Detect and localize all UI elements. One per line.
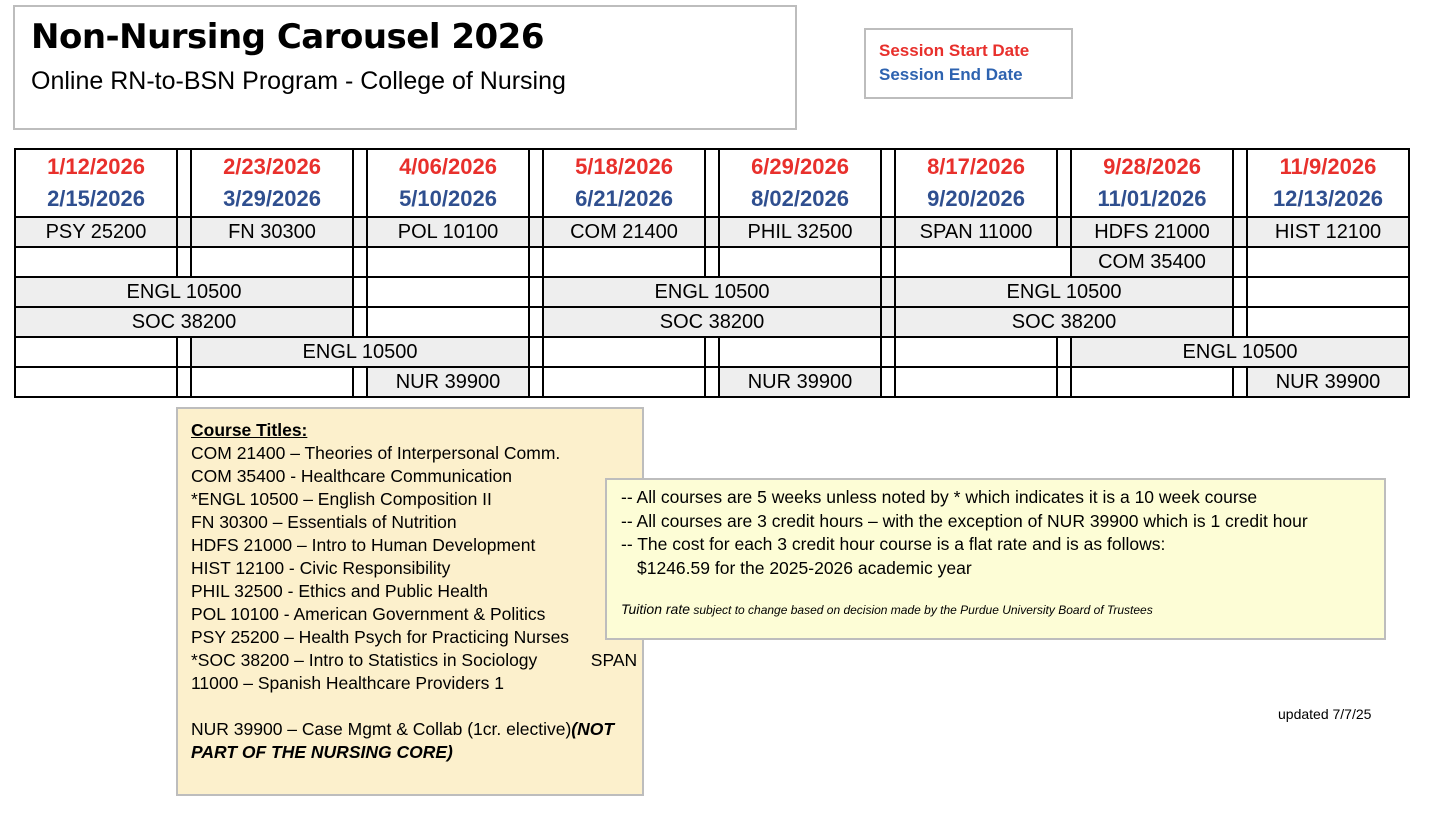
spacer-cell — [354, 150, 368, 218]
spacer-cell — [178, 150, 192, 218]
empty-cell — [1248, 278, 1410, 308]
session-start-date: 2/23/2026 — [223, 154, 321, 179]
title-box — [13, 5, 797, 130]
spacer-cell — [178, 248, 192, 278]
spacer-cell — [882, 308, 896, 338]
course-titles-heading: Course Titles: — [191, 420, 308, 440]
spacer-cell — [706, 368, 720, 398]
session-end-date: 6/21/2026 — [575, 186, 673, 211]
course-cell: COM 21400 — [544, 218, 706, 248]
session-start-date: 9/28/2026 — [1103, 154, 1201, 179]
empty-cell — [720, 248, 882, 278]
empty-cell — [1072, 368, 1234, 398]
note-line: -- All courses are 3 credit hours – with the exception of NUR 39900 which is 1 credit hour — [621, 510, 1308, 531]
spacer-cell — [178, 338, 192, 368]
session-2-dates — [192, 150, 354, 218]
course-title-item: *ENGL 10500 – English Composition II — [191, 489, 492, 509]
spacer-cell — [1058, 218, 1072, 248]
date-legend — [864, 28, 1073, 99]
course-title-item: COM 35400 - Healthcare Communication — [191, 466, 512, 486]
session-end-date: 11/01/2026 — [1097, 186, 1207, 211]
spacer-cell — [178, 218, 192, 248]
session-4-dates — [544, 150, 706, 218]
course-title-item: HIST 12100 - Civic Responsibility — [191, 558, 451, 578]
ten-week-course-cell: SOC 38200 — [896, 308, 1234, 338]
course-cell: SPAN 11000 — [896, 218, 1058, 248]
nur-note-start: (NOT — [571, 719, 615, 739]
spacer-cell — [1234, 308, 1248, 338]
empty-cell — [896, 368, 1058, 398]
spacer-cell — [354, 368, 368, 398]
spacer-cell — [354, 248, 368, 278]
spacer-cell — [1234, 248, 1248, 278]
nur-note-end: PART OF THE NURSING CORE) — [191, 742, 453, 762]
course-title-item: PSY 25200 – Health Psych for Practicing Nurses — [191, 627, 570, 647]
empty-cell — [720, 338, 882, 368]
empty-cell — [192, 248, 354, 278]
tuition-note — [621, 598, 1384, 623]
course-cell: HDFS 21000 — [1072, 218, 1234, 248]
empty-cell — [368, 308, 530, 338]
ten-week-course-cell: ENGL 10500 — [16, 278, 354, 308]
ten-week-course-cell: ENGL 10500 — [544, 278, 882, 308]
rate-line: $1246.59 for the 2025-2026 academic year — [637, 557, 972, 578]
empty-cell — [896, 338, 1058, 368]
note-line: -- The cost for each 3 credit hour course is a flat rate and is as follows: — [621, 534, 1166, 554]
nur-title-text: NUR 39900 – Case Mgmt & Collab (1cr. elective) — [191, 719, 572, 739]
spacer-cell — [1234, 150, 1248, 218]
spacer-cell — [882, 248, 896, 278]
session-8-dates — [1248, 150, 1410, 218]
updated-date: updated 7/7/25 — [1278, 706, 1372, 722]
spacer-cell — [530, 368, 544, 398]
tuition-label: Tuition rate — [621, 601, 690, 617]
course-cell: PSY 25200 — [16, 218, 178, 248]
course-titles-box — [176, 407, 644, 796]
empty-cell — [368, 248, 530, 278]
session-6-dates — [896, 150, 1058, 218]
spacer-cell — [1234, 218, 1248, 248]
course-cell: HIST 12100 — [1248, 218, 1410, 248]
empty-cell — [1248, 308, 1410, 338]
spacer-cell — [1058, 338, 1072, 368]
course-cell: FN 30300 — [192, 218, 354, 248]
spacer-cell — [530, 278, 544, 308]
spacer-cell — [354, 218, 368, 248]
note-line: -- All courses are 5 weeks unless noted by * which indicates it is a 10 week course — [621, 487, 1258, 507]
session-end-date: 2/15/2026 — [47, 186, 145, 211]
spacer-cell — [178, 368, 192, 398]
empty-cell — [16, 368, 178, 398]
empty-cell — [544, 338, 706, 368]
spacer-cell — [706, 150, 720, 218]
legend-end-label: Session End Date — [879, 65, 1023, 84]
session-end-date: 3/29/2026 — [223, 186, 321, 211]
spacer-cell — [530, 308, 544, 338]
course-cell: POL 10100 — [368, 218, 530, 248]
course-title-item: FN 30300 – Essentials of Nutrition — [191, 512, 457, 532]
session-start-date: 6/29/2026 — [751, 154, 849, 179]
spacer-cell — [882, 368, 896, 398]
course-carousel-table — [14, 148, 1410, 398]
course-title-item: POL 10100 - American Government & Politics — [191, 604, 546, 624]
ten-week-course-cell: SOC 38200 — [16, 308, 354, 338]
session-end-date: 9/20/2026 — [927, 186, 1025, 211]
empty-cell — [368, 278, 530, 308]
page-title: Non-Nursing Carousel 2026 — [31, 17, 544, 57]
spacer-cell — [706, 338, 720, 368]
empty-cell — [16, 248, 178, 278]
notes-box — [605, 478, 1386, 640]
empty-cell — [192, 368, 354, 398]
spacer-cell — [882, 278, 896, 308]
course-cell: PHIL 32500 — [720, 218, 882, 248]
spacer-cell — [706, 248, 720, 278]
empty-cell — [544, 368, 706, 398]
session-5-dates — [720, 150, 882, 218]
session-start-date: 8/17/2026 — [927, 154, 1025, 179]
session-end-date: 8/02/2026 — [751, 186, 849, 211]
ten-week-course-cell: ENGL 10500 — [896, 278, 1234, 308]
spacer-cell — [1058, 150, 1072, 218]
spacer-cell — [530, 218, 544, 248]
session-start-date: 1/12/2026 — [47, 154, 145, 179]
session-end-date: 12/13/2026 — [1272, 186, 1384, 211]
session-1-dates — [16, 150, 178, 218]
spacer-cell — [354, 278, 368, 308]
course-title-item: *SOC 38200 – Intro to Statistics in Sociology SPAN — [191, 650, 638, 670]
tuition-disclaimer: subject to change based on decision made by the Purdue University Board of Trustees — [690, 603, 1153, 617]
spacer-cell — [530, 150, 544, 218]
empty-cell — [1248, 248, 1410, 278]
spacer-cell — [882, 150, 896, 218]
empty-cell — [896, 248, 1072, 278]
session-7-dates — [1072, 150, 1234, 218]
course-title-item: PHIL 32500 - Ethics and Public Health — [191, 581, 489, 601]
nur-course-cell: NUR 39900 — [368, 368, 530, 398]
spacer-cell — [530, 248, 544, 278]
ten-week-course-cell: SOC 38200 — [544, 308, 882, 338]
nur-course-cell: NUR 39900 — [1248, 368, 1410, 398]
spacer-cell — [1234, 278, 1248, 308]
session-end-date: 5/10/2026 — [399, 186, 497, 211]
spacer-cell — [882, 218, 896, 248]
course-title-item: COM 21400 – Theories of Interpersonal Comm. — [191, 443, 561, 463]
ten-week-course-cell: ENGL 10500 — [192, 338, 530, 368]
spacer-cell — [354, 308, 368, 338]
course-title-item: 11000 – Spanish Healthcare Providers 1 — [191, 673, 504, 693]
spacer-cell — [1234, 368, 1248, 398]
empty-cell — [544, 248, 706, 278]
session-start-date: 4/06/2026 — [399, 154, 497, 179]
nur-course-cell: NUR 39900 — [720, 368, 882, 398]
course-cell: COM 35400 — [1072, 248, 1234, 278]
session-start-date: 11/9/2026 — [1279, 154, 1377, 179]
course-title-item: HDFS 21000 – Intro to Human Development — [191, 535, 536, 555]
spacer-cell — [706, 218, 720, 248]
ten-week-course-cell: ENGL 10500 — [1072, 338, 1410, 368]
session-3-dates — [368, 150, 530, 218]
page-subtitle: Online RN-to-BSN Program - College of Nursing — [31, 67, 566, 95]
nur-title-line — [191, 718, 642, 741]
session-start-date: 5/18/2026 — [575, 154, 673, 179]
spacer-cell — [530, 338, 544, 368]
spacer-cell — [1058, 368, 1072, 398]
legend-start-label: Session Start Date — [879, 41, 1030, 60]
empty-cell — [16, 338, 178, 368]
spacer-cell — [882, 338, 896, 368]
